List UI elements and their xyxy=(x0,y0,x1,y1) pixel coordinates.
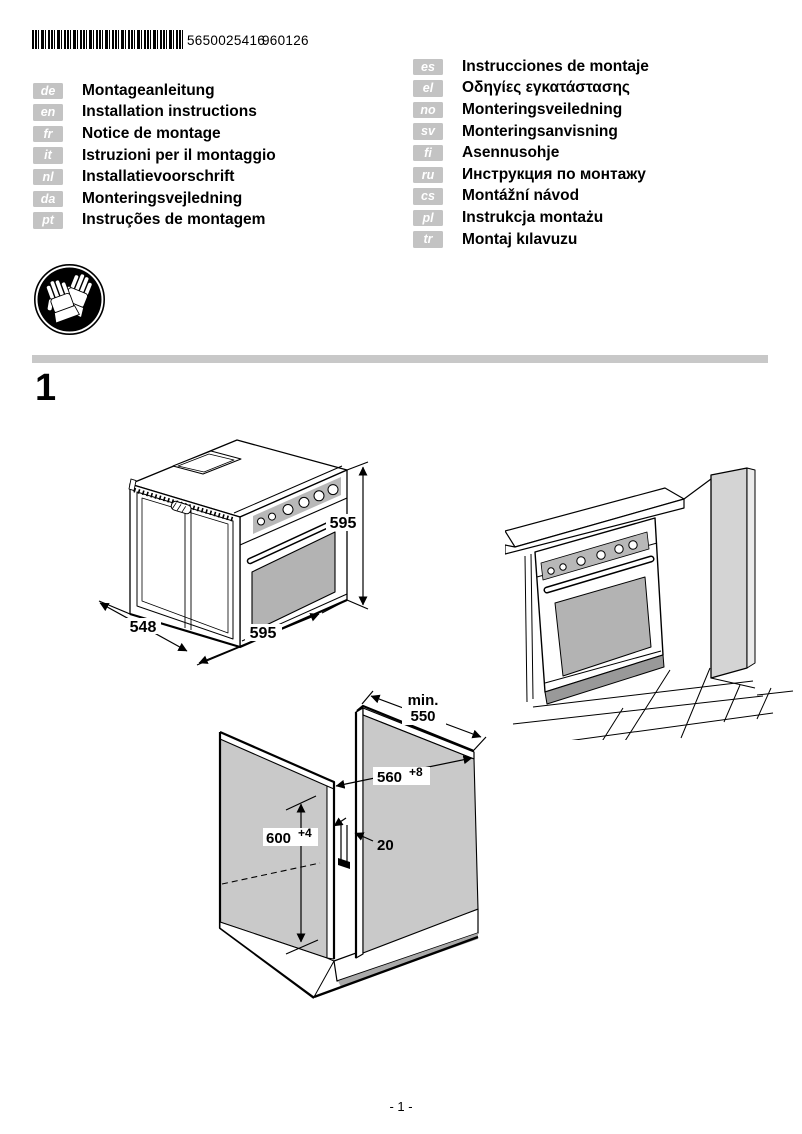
oven-installed-drawing xyxy=(505,455,795,740)
protective-gloves-icon xyxy=(33,263,106,336)
barcode-number: 5650025416 xyxy=(187,33,266,48)
dim-label-niche-height: 600 xyxy=(266,830,292,847)
language-code-badge: de xyxy=(33,83,63,100)
language-title: Monteringsvejledning xyxy=(82,189,243,207)
dim-label-oven-width: 595 xyxy=(249,625,277,642)
dim-label-gap: 20 xyxy=(377,837,394,854)
language-title: Montážní návod xyxy=(462,187,580,205)
language-title: Installatievoorschrift xyxy=(82,168,235,186)
cabinet-body xyxy=(220,706,478,998)
dim-label-oven-height: 595 xyxy=(329,515,357,532)
language-list-right xyxy=(413,56,649,250)
dim-label-niche-width-tolerance: +8 xyxy=(409,765,423,779)
dim-label-oven-depth: 548 xyxy=(129,619,157,636)
language-row xyxy=(413,99,649,121)
language-title: Montageanleitung xyxy=(82,81,215,99)
language-title: Οδηγίες εγκατάστασης xyxy=(462,79,630,97)
language-code-badge: cs xyxy=(413,188,443,205)
language-code-badge: fr xyxy=(33,126,63,143)
language-row xyxy=(413,164,649,186)
niche-dimensions-drawing xyxy=(210,682,500,1005)
oven-outer-dimensions-drawing xyxy=(85,422,375,667)
language-title: Istruzioni per il montaggio xyxy=(82,146,276,164)
language-code-badge: pl xyxy=(413,210,443,227)
language-row xyxy=(33,102,276,124)
language-row xyxy=(413,142,649,164)
language-code-badge: it xyxy=(33,147,63,164)
language-row xyxy=(33,80,276,102)
language-row xyxy=(413,56,649,78)
language-title: Instruções de montagem xyxy=(82,211,266,229)
language-row xyxy=(33,123,276,145)
language-code-badge: ru xyxy=(413,167,443,184)
language-code-badge: en xyxy=(33,104,63,121)
mounting-rail xyxy=(341,822,347,863)
language-row xyxy=(413,229,649,251)
section-number: 1 xyxy=(35,367,57,409)
language-row xyxy=(413,121,649,143)
language-row xyxy=(33,210,276,232)
language-title: Инструкция по монтажу xyxy=(462,165,646,183)
dim-label-niche-height-tolerance: +4 xyxy=(298,826,312,840)
language-title: Notice de montage xyxy=(82,124,221,142)
language-code-badge: no xyxy=(413,102,443,119)
page-number: - 1 - xyxy=(389,1099,413,1114)
language-row xyxy=(33,166,276,188)
language-code-badge: tr xyxy=(413,231,443,248)
dim-label-niche-depth-min: min. xyxy=(407,692,439,709)
barcode-date-code: 960126 xyxy=(262,33,309,48)
language-code-badge: es xyxy=(413,59,443,76)
language-code-badge: da xyxy=(33,191,63,208)
barcode xyxy=(32,30,183,49)
language-title: Instrukcja montażu xyxy=(462,208,604,226)
dim-label-niche-width: 560 xyxy=(377,769,403,786)
language-title: Monteringsveiledning xyxy=(462,100,623,118)
language-list-left xyxy=(33,80,276,231)
language-code-badge: nl xyxy=(33,169,63,186)
language-title: Montaj kılavuzu xyxy=(462,230,578,248)
language-title: Asennusohje xyxy=(462,144,560,162)
dim-label-niche-depth: 550 xyxy=(410,708,436,725)
language-row xyxy=(33,145,276,167)
wall xyxy=(711,468,747,678)
language-code-badge: sv xyxy=(413,123,443,140)
language-row xyxy=(413,186,649,208)
language-code-badge: fi xyxy=(413,145,443,162)
language-row xyxy=(413,78,649,100)
language-title: Monteringsanvisning xyxy=(462,122,618,140)
language-row xyxy=(33,188,276,210)
language-code-badge: el xyxy=(413,80,443,97)
language-title: Instrucciones de montaje xyxy=(462,57,649,75)
language-title: Installation instructions xyxy=(82,103,257,121)
language-row xyxy=(413,207,649,229)
section-divider-bar xyxy=(32,355,768,363)
language-code-badge: pt xyxy=(33,212,63,229)
